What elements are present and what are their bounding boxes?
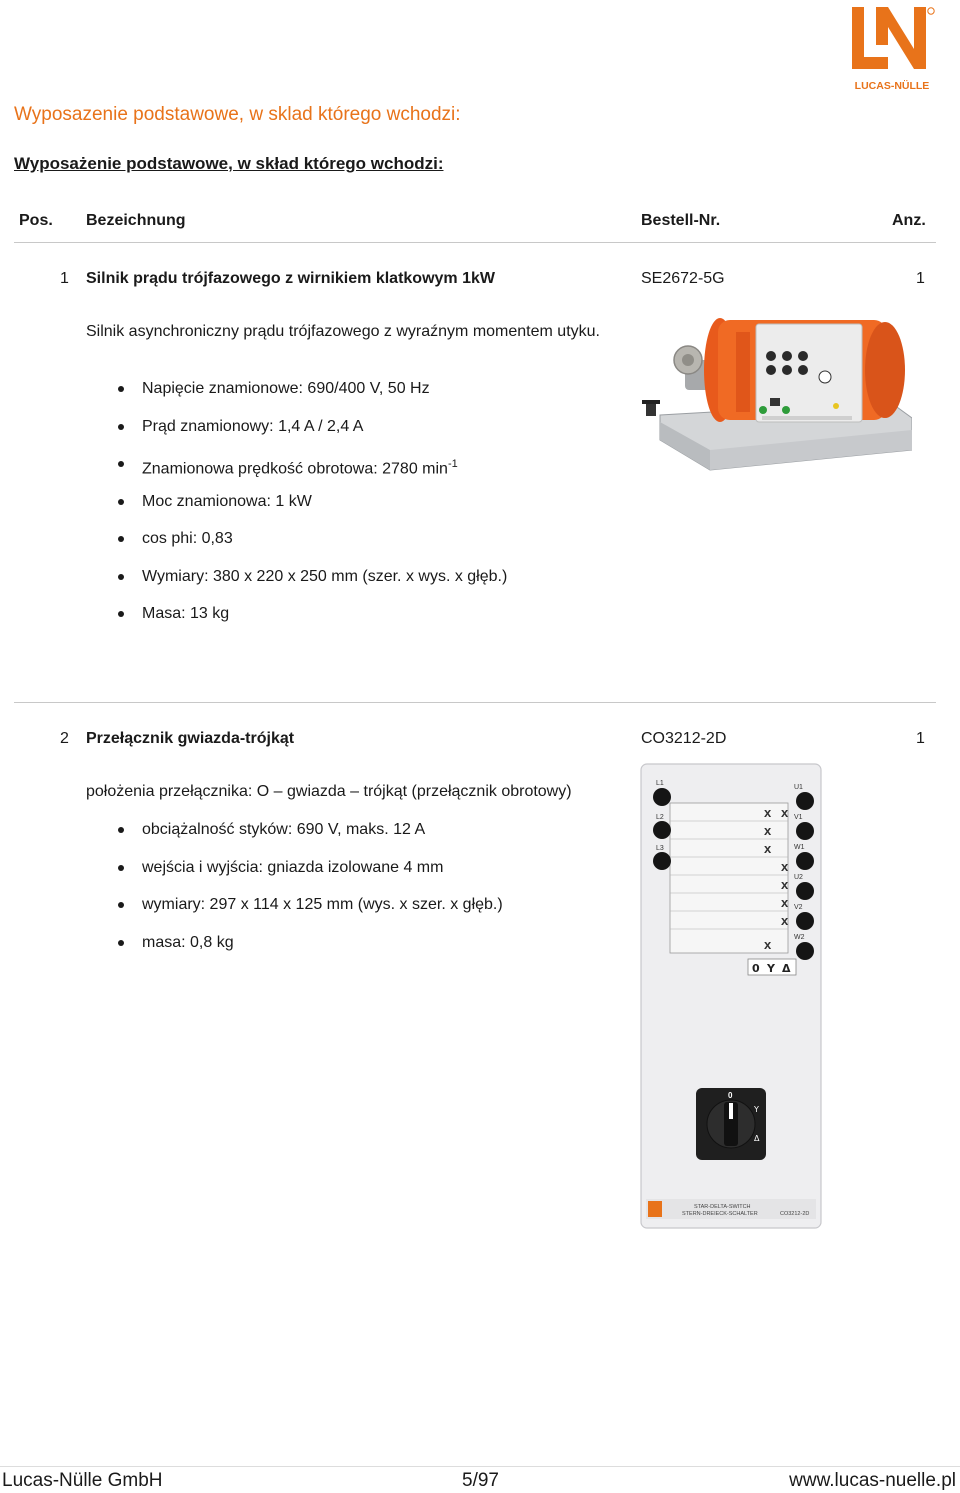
item-order-number: CO3212-2D <box>641 730 727 747</box>
superscript: -1 <box>447 458 458 470</box>
spec-item: Wymiary: 380 x 220 x 250 mm (szer. x wys. x głęb.) <box>118 567 507 605</box>
panel-footer-text: STAR-DELTA-SWITCH <box>694 1204 751 1210</box>
logo-text: LUCAS-NÜLLE <box>854 80 930 92</box>
svg-text:x: x <box>781 805 789 820</box>
motor-image <box>640 300 912 472</box>
header-qty: Anz. <box>892 212 926 229</box>
switch-panel-image <box>640 763 822 1229</box>
spec-list <box>118 379 507 642</box>
svg-text:x: x <box>781 895 789 910</box>
spec-item: wymiary: 297 x 114 x 125 mm (wys. x szer. x głęb.) <box>118 895 503 933</box>
spec-item: cos phi: 0,83 <box>118 529 507 567</box>
header-pos: Pos. <box>19 212 53 229</box>
svg-text:x: x <box>781 913 789 928</box>
item-pos: 1 <box>60 270 69 287</box>
panel-footer-text: CO3212-2D <box>780 1211 810 1217</box>
section-heading: Wyposażenie podstawowe, w skład którego wchodzi: <box>14 154 444 173</box>
spec-item: obciążalność styków: 690 V, maks. 12 A <box>118 820 503 858</box>
panel-footer-text: STERN-DREIECK-SCHALTER <box>682 1211 758 1217</box>
terminal-label: U1 <box>794 784 803 791</box>
item-name: Przełącznik gwiazda-trójkąt <box>86 730 295 747</box>
spec-item: Znamionowa prędkość obrotowa: 2780 $\min^{-1}$ <box>118 454 507 492</box>
terminal-label: L1 <box>656 780 664 787</box>
item-quantity: 1 <box>916 730 925 747</box>
item-name: Silnik prądu trójfazowego z wirnikiem klatkowym 1kW <box>86 270 495 287</box>
terminal-label: L3 <box>656 845 664 852</box>
footer-website[interactable]: www.lucas-nuelle.pl <box>789 1470 956 1491</box>
item-order-number: SE2672-5G <box>641 270 725 287</box>
section-heading-orange: Wyposazenie podstawowe, w sklad którego wchodzi: <box>14 104 461 125</box>
svg-text:Δ: Δ <box>754 1134 760 1143</box>
item-pos: 2 <box>60 730 69 747</box>
lucas-nuelle-logo <box>848 5 936 93</box>
svg-text:Y: Y <box>754 1105 759 1114</box>
page-number: 5/97 <box>462 1470 499 1491</box>
terminal-label: W1 <box>794 844 805 851</box>
header-order: Bestell-Nr. <box>641 212 721 229</box>
footer-divider <box>0 1466 960 1467</box>
spec-item: Moc znamionowa: 1 kW <box>118 492 507 530</box>
terminal-label: L2 <box>656 814 664 821</box>
header-name: Bezeichnung <box>86 212 186 229</box>
spec-item: masa: 0,8 kg <box>118 933 503 971</box>
spec-list <box>118 820 503 970</box>
terminal-label: V2 <box>794 904 803 911</box>
switch-position-label: 0 <box>752 962 760 975</box>
item-quantity: 1 <box>916 270 925 287</box>
svg-text:x: x <box>764 841 772 856</box>
svg-text:x: x <box>764 937 772 952</box>
switch-position-label: Δ <box>782 962 791 975</box>
spec-item: Masa: 13 kg <box>118 604 507 642</box>
spec-item: Napięcie znamionowe: 690/400 V, 50 Hz <box>118 379 507 417</box>
header-divider <box>14 242 936 243</box>
switch-position-label: Y <box>767 962 775 975</box>
terminal-label: U2 <box>794 874 803 881</box>
svg-text:x: x <box>764 805 772 820</box>
terminal-label: W2 <box>794 934 805 941</box>
item-description: położenia przełącznika: O – gwiazda – trójkąt (przełącznik obrotowy) <box>86 783 572 800</box>
spec-item: Prąd znamionowy: 1,4 A / 2,4 A <box>118 417 507 455</box>
svg-text:x: x <box>781 877 789 892</box>
footer-company: Lucas-Nülle GmbH <box>2 1470 163 1491</box>
terminal-label: V1 <box>794 814 803 821</box>
item-description: Silnik asynchroniczny prądu trójfazowego z wyraźnym momentem utyku. <box>86 323 600 340</box>
svg-text:x: x <box>781 859 789 874</box>
item-divider <box>14 702 936 703</box>
svg-text:x: x <box>764 823 772 838</box>
svg-text:0: 0 <box>728 1091 733 1100</box>
spec-item: wejścia i wyjścia: gniazda izolowane 4 mm <box>118 858 503 896</box>
